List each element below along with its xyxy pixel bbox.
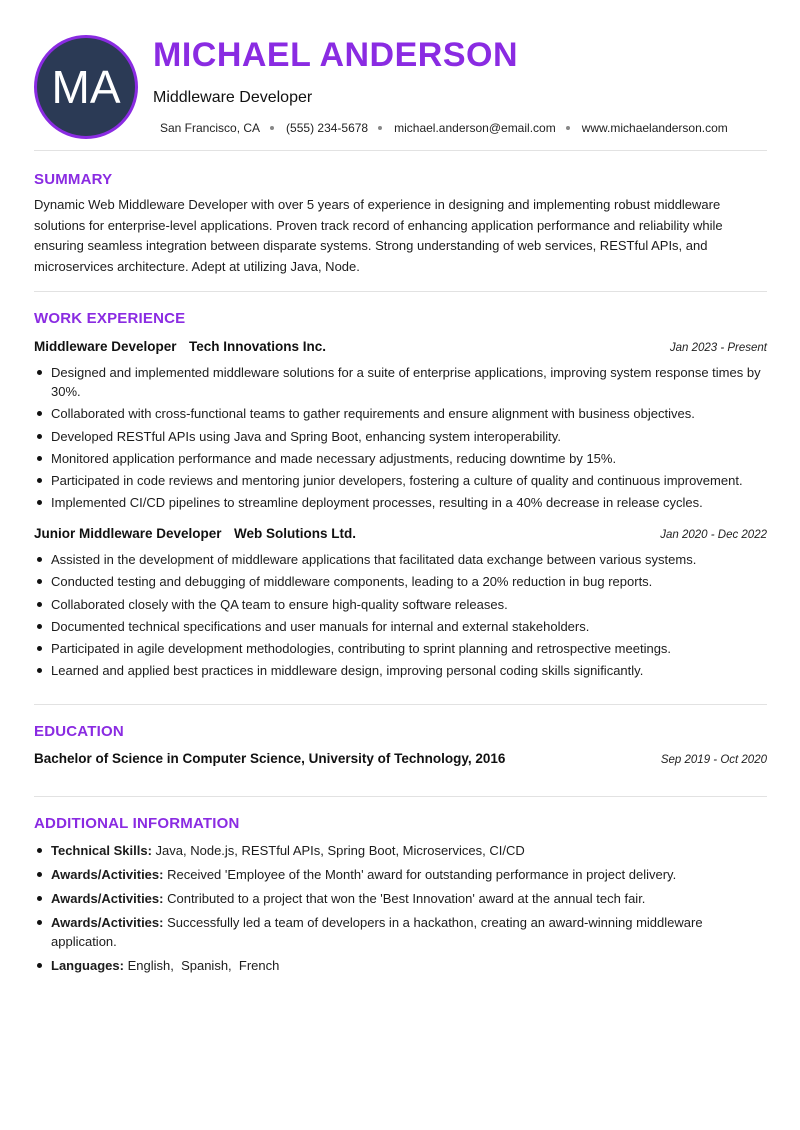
additional-value: Successfully led a team of developers in a hackathon, creating an award-winning middleware application. <box>51 915 703 949</box>
bullet-item: Documented technical specifications and user manuals for internal and external stakeholders. <box>34 617 769 636</box>
divider <box>34 796 767 797</box>
additional-label: Awards/Activities: <box>51 891 164 906</box>
job-company: Tech Innovations Inc. <box>189 339 327 354</box>
contact-email[interactable]: michael.anderson@email.com <box>394 121 556 135</box>
education-heading: EDUCATION <box>34 723 124 740</box>
avatar-initials: MA <box>51 61 121 113</box>
contact-location: San Francisco, CA <box>160 121 261 135</box>
additional-value: Received 'Employee of the Month' award for outstanding performance in project delivery. <box>167 867 677 882</box>
job-bullets <box>34 550 769 684</box>
additional-label: Awards/Activities: <box>51 867 164 882</box>
avatar <box>34 35 138 139</box>
divider <box>34 291 767 292</box>
additional-value: English, Spanish, French <box>127 958 280 973</box>
candidate-title: Middleware Developer <box>153 89 313 106</box>
job-role: Middleware Developer <box>34 339 177 354</box>
contact-website[interactable]: www.michaelanderson.com <box>581 121 728 135</box>
separator-dot <box>378 126 382 130</box>
bullet-item: Implemented CI/CD pipelines to streamline deployment processes, resulting in a 40% decrease in release cycles. <box>34 493 769 512</box>
divider <box>34 150 767 151</box>
additional-value: Java, Node.js, RESTful APIs, Spring Boot, Microservices, CI/CD <box>155 843 525 858</box>
experience-heading: WORK EXPERIENCE <box>34 310 186 327</box>
additional-label: Technical Skills: <box>51 843 152 858</box>
bullet-item: Collaborated with cross-functional teams to gather requirements and ensure alignment with business objectives. <box>34 404 769 423</box>
additional-item <box>34 913 769 951</box>
contact-phone: (555) 234-5678 <box>286 121 369 135</box>
additional-value: Contributed to a project that won the 'Best Innovation' award at the annual tech fair. <box>167 891 646 906</box>
education-entry <box>34 751 767 766</box>
additional-heading: ADDITIONAL INFORMATION <box>34 815 240 832</box>
job-bullets <box>34 363 769 516</box>
summary-heading: SUMMARY <box>34 171 113 188</box>
contact-line <box>160 121 728 135</box>
candidate-name: MICHAEL ANDERSON <box>153 36 519 74</box>
additional-item <box>34 865 769 884</box>
separator-dot <box>566 126 570 130</box>
additional-item <box>34 956 769 975</box>
additional-item <box>34 889 769 908</box>
summary-text: Dynamic Web Middleware Developer with over 5 years of experience in designing and implementing robust middleware solutions for enterprise-level applications. Proven track record of enhancing application performance and reliability while ensuring seamless integration between disparate systems. Strong understanding of web services, RESTful APIs, and microservices architecture. Adept at utilizing Java, Node. <box>34 197 723 274</box>
divider <box>34 704 767 705</box>
bullet-item: Participated in code reviews and mentoring junior developers, fostering a culture of quality and continuous improvement. <box>34 471 769 490</box>
job-dates: Jan 2020 - Dec 2022 <box>660 529 767 541</box>
bullet-item: Designed and implemented middleware solutions for a suite of enterprise applications, improving system response times by 30%. <box>34 363 769 401</box>
bullet-item: Assisted in the development of middleware applications that facilitated data exchange between various systems. <box>34 550 769 569</box>
job-header <box>34 525 767 543</box>
separator-dot <box>270 126 274 130</box>
additional-label: Awards/Activities: <box>51 915 164 930</box>
additional-label: Languages: <box>51 958 124 973</box>
bullet-item: Monitored application performance and made necessary adjustments, reducing downtime by 15%. <box>34 449 769 468</box>
job-dates: Jan 2023 - Present <box>669 342 767 354</box>
job-title-group <box>34 338 326 356</box>
job-company: Web Solutions Ltd. <box>234 526 357 541</box>
bullet-item: Learned and applied best practices in middleware design, improving personal coding skills significantly. <box>34 661 769 680</box>
job-header <box>34 338 767 356</box>
job-role: Junior Middleware Developer <box>34 526 222 541</box>
bullet-item: Collaborated closely with the QA team to ensure high-quality software releases. <box>34 595 769 614</box>
bullet-item: Developed RESTful APIs using Java and Spring Boot, enhancing system interoperability. <box>34 427 769 446</box>
bullet-item: Conducted testing and debugging of middleware components, leading to a 20% reduction in bug reports. <box>34 572 769 591</box>
job-title-group <box>34 525 356 543</box>
education-dates: Sep 2019 - Oct 2020 <box>660 754 767 766</box>
additional-item <box>34 841 769 860</box>
bullet-item: Participated in agile development methodologies, contributing to sprint planning and retrospective meetings. <box>34 639 769 658</box>
additional-list <box>34 841 769 980</box>
education-degree: Bachelor of Science in Computer Science, University of Technology, 2016 <box>34 751 506 766</box>
